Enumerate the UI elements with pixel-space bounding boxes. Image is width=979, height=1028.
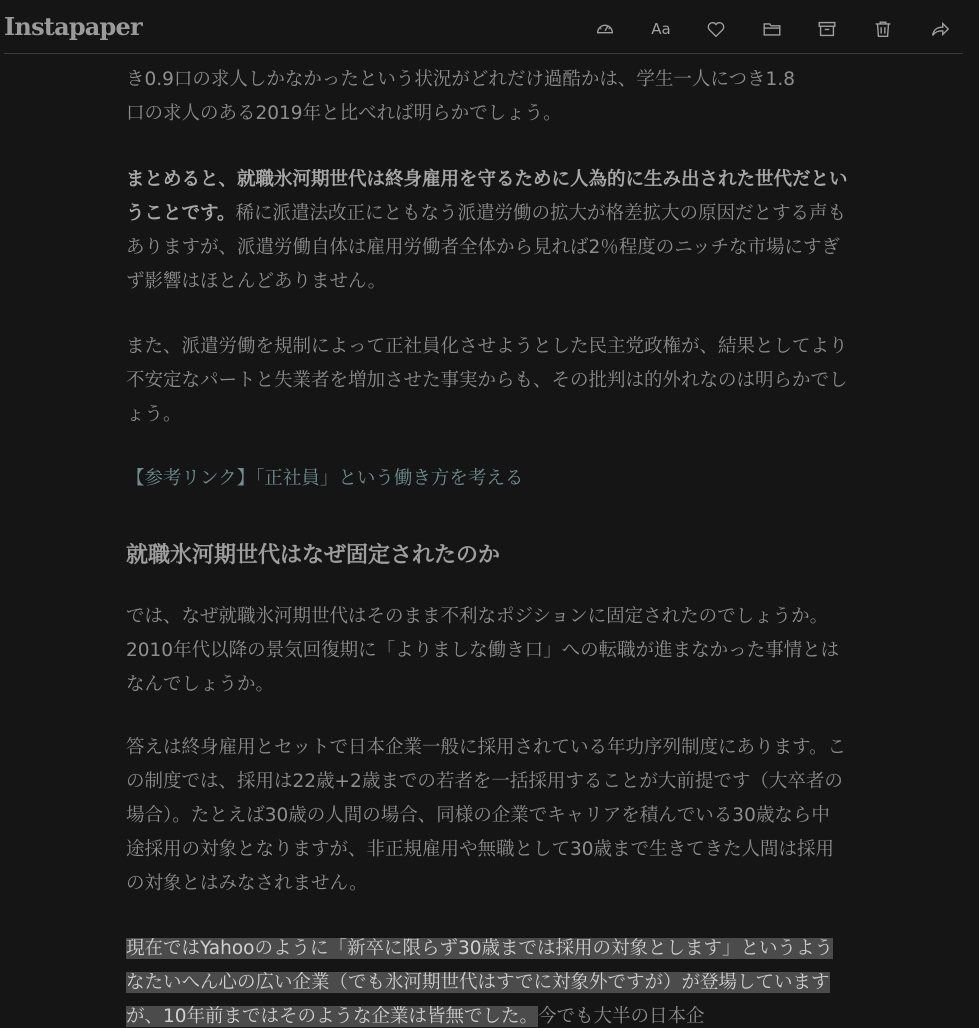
highlighted-text[interactable]: 現在ではYahooのように「新卒に限らず30歳までは採用の対象とします」というようなたいへん心の広い企業（でも氷河期世代はすでに対象外ですが）が登場していますが、10年前まではそのような企業は皆無でした。: [126, 938, 833, 1027]
paragraph-text: 今でも大半の日本企: [538, 1006, 705, 1027]
article-paragraph-summary: [126, 163, 848, 299]
share-arrow-icon[interactable]: [927, 16, 953, 42]
archive-icon[interactable]: [814, 16, 840, 42]
bold-summary-text: まとめると、就職氷河期世代は終身雇用を守るために人為的に生み出された世代だということです。: [126, 169, 848, 224]
paragraph-line: き0.9口の求人しかなかったという状況がどれだけ過酷かは、学生一人につき1.8: [126, 69, 795, 90]
heart-icon[interactable]: [703, 16, 729, 42]
paragraph-line: 口の求人のある2019年と比べれば明らかでしょう。: [126, 103, 562, 124]
font-settings-label: Aa: [651, 20, 671, 38]
article-paragraph: では、なぜ就職氷河期世代はそのまま不利なポジションに固定されたのでしょうか。2010年代以降の景気回復期に「よりましな働き口」への転職が進まなかった事情とはなんでしょうか。: [126, 606, 840, 695]
speedometer-icon[interactable]: [592, 16, 618, 42]
section-heading: 就職氷河期世代はなぜ固定されたのか: [126, 543, 501, 568]
instapaper-logo[interactable]: Instapaper: [4, 12, 142, 41]
article-paragraph: また、派遣労働を規制によって正社員化させようとした民主党政権が、結果としてより不安定なパートと失業者を増加させた事実からも、その批判は的外れなのは明らかでしょう。: [126, 336, 848, 425]
top-toolbar: [0, 0, 979, 54]
font-settings-button[interactable]: [648, 16, 674, 42]
trash-icon[interactable]: [870, 16, 896, 42]
article-paragraph-highlighted: [126, 932, 848, 1028]
article-paragraph: 答えは終身雇用とセットで日本企業一般に採用されている年功序列制度にあります。この制度では、採用は22歳+2歳までの若者を一括採用することが大前提です（大卒者の場合）。たとえば30歳の人間の場合、同様の企業でキャリアを積んでいる30歳なら中途採用の対象となりますが、非正規雇用や無職として30歳まで生きてきた人間は採用の対象とはみなされません。: [126, 737, 847, 894]
article-paragraph: [126, 63, 848, 131]
article-paragraph: [126, 462, 848, 496]
toolbar-divider: [4, 53, 963, 54]
reference-link[interactable]: 【参考リンク】「正社員」という働き方を考える: [126, 468, 524, 489]
paragraph-text: 稀に派遣法改正にともなう派遣労働の拡大が格差拡大の原因だとする声もありますが、派遣労働自体は雇用労働者全体から見れば2％程度のニッチな市場にすぎず影響はほとんどありません。: [126, 203, 847, 292]
folder-icon[interactable]: [759, 16, 785, 42]
